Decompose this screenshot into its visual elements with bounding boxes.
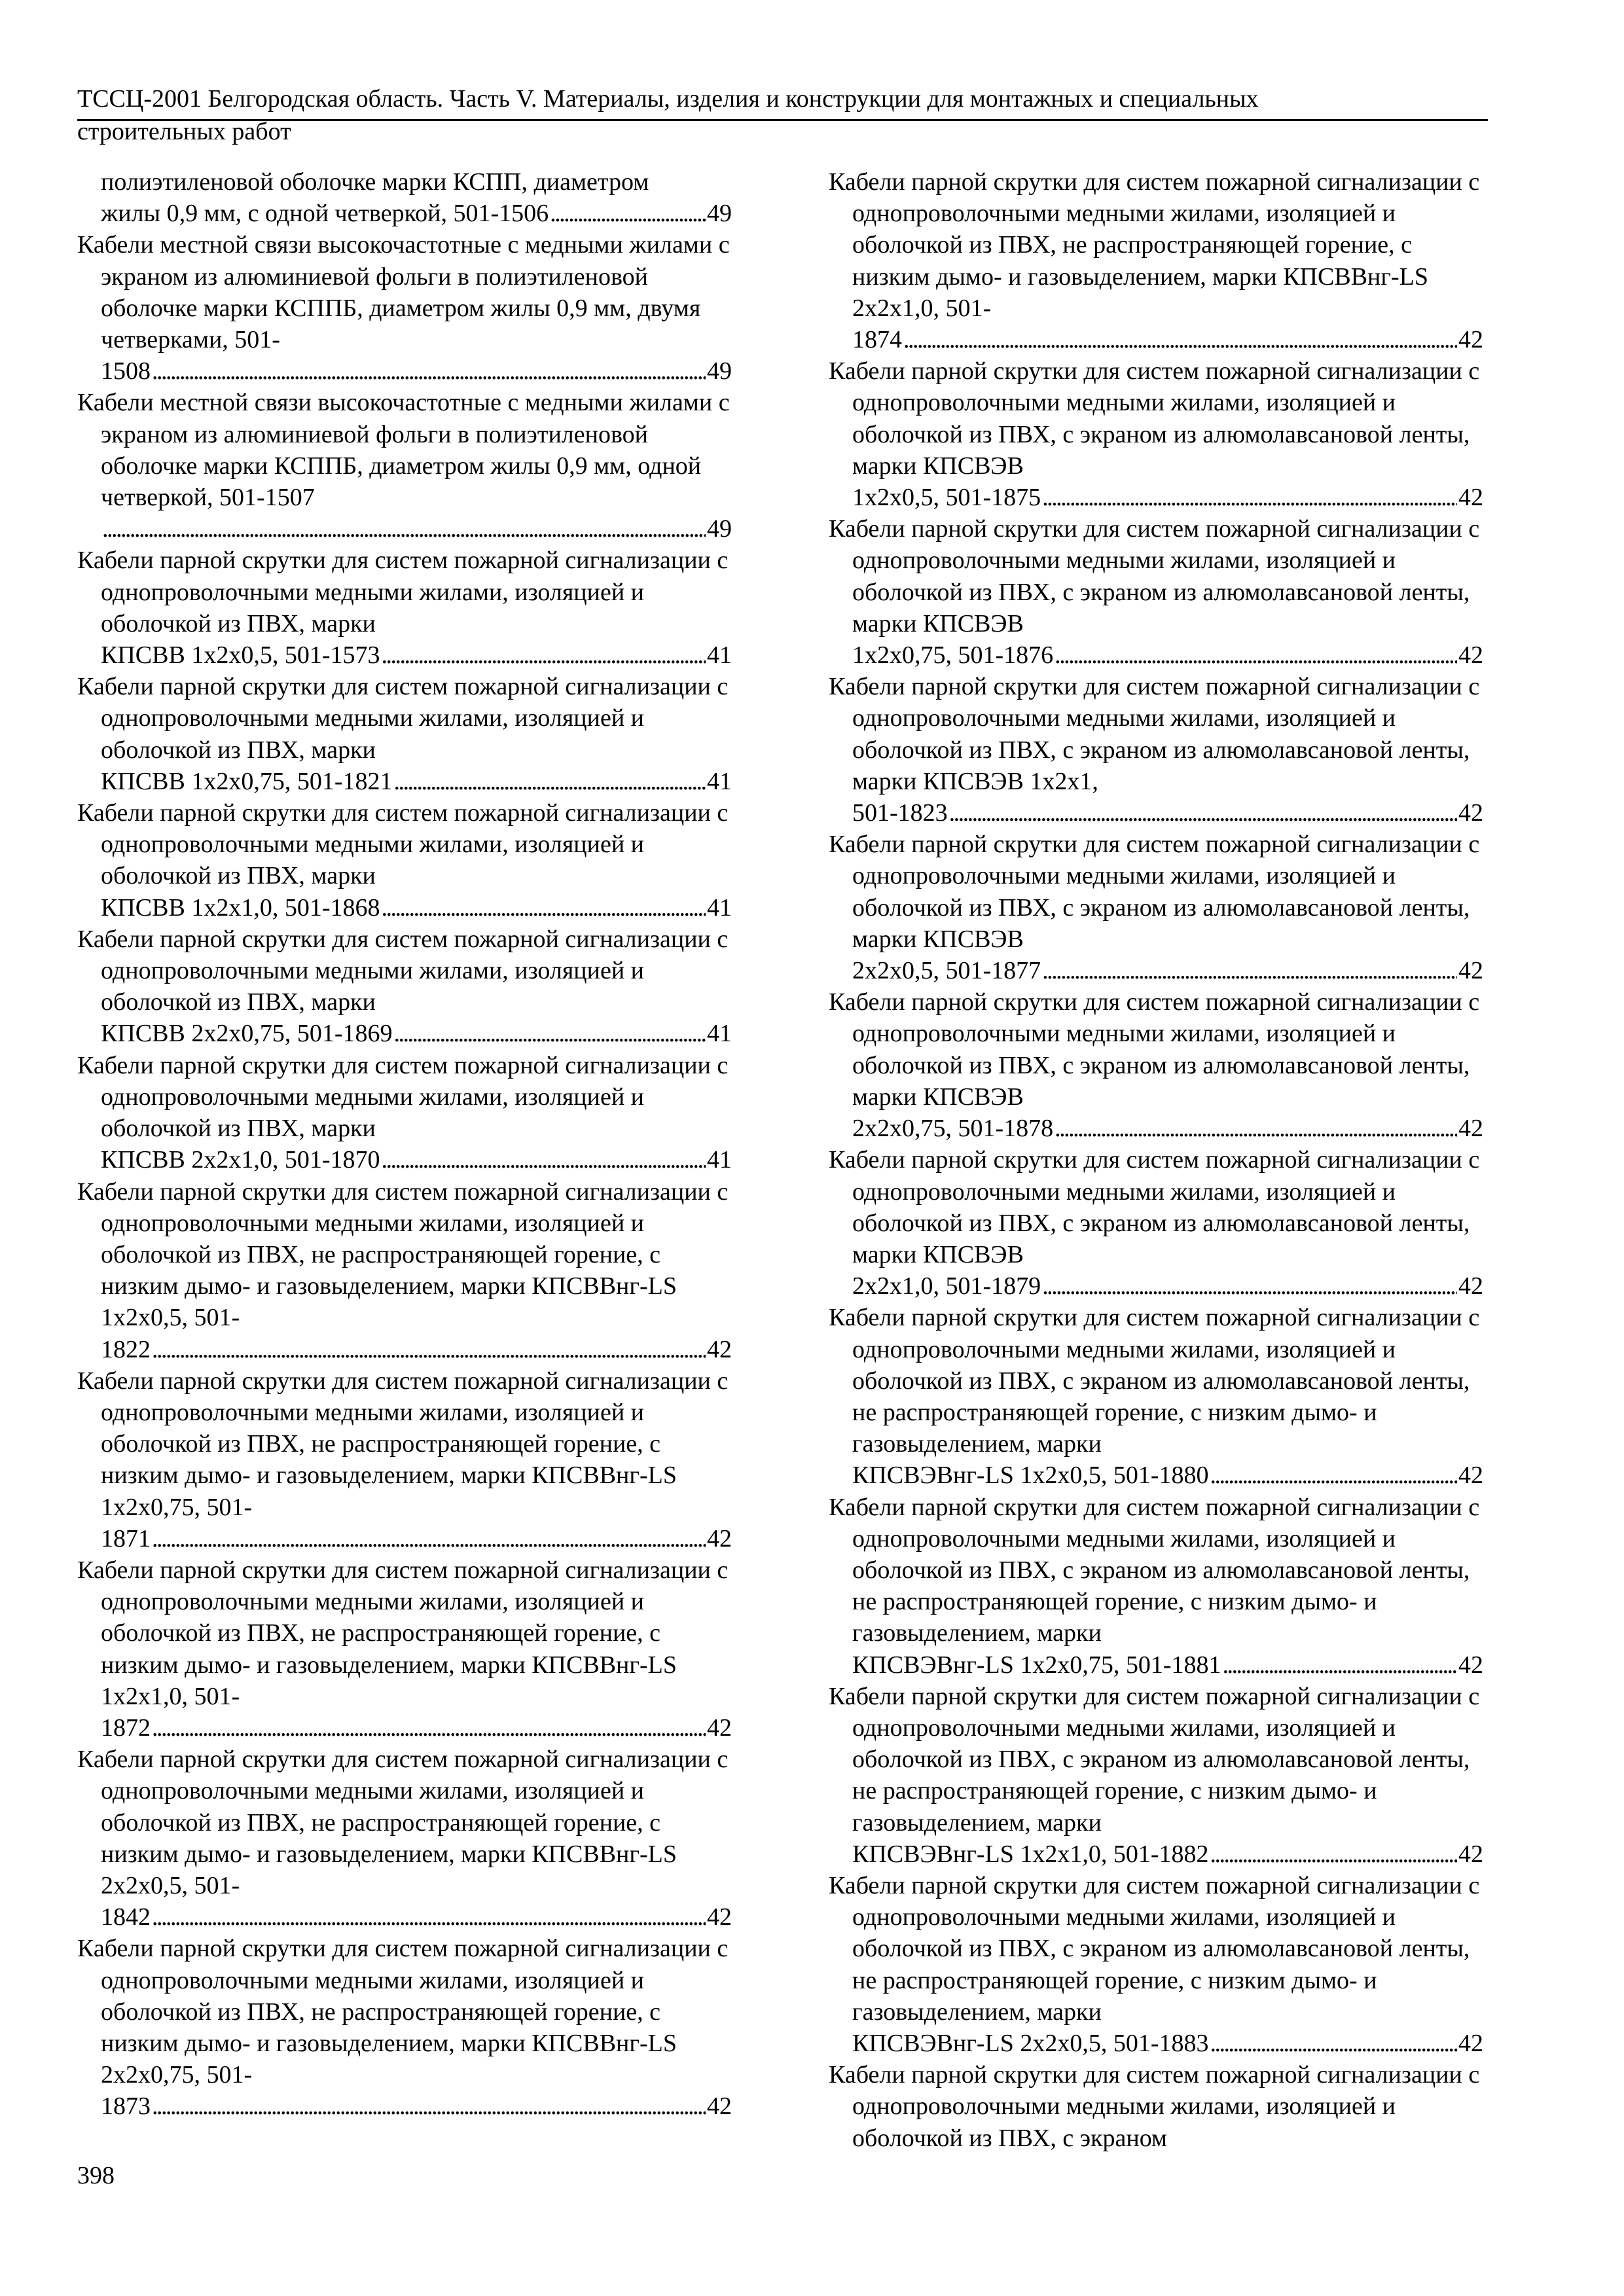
index-entry-lead: КПСВВ 1х2х0,75, 501-1821 <box>101 767 393 795</box>
index-entry-lead: 1871 <box>101 1524 151 1552</box>
index-entry <box>77 229 732 387</box>
index-entry-lead: 1872 <box>101 1713 151 1742</box>
index-entry-page-number: 42 <box>707 1335 732 1363</box>
dot-leader <box>949 797 1457 829</box>
index-entry-page-line <box>829 1649 1483 1681</box>
index-entry-lead: 2х2х0,5, 501-1877 <box>852 957 1041 985</box>
index-entry-page-line <box>77 355 732 387</box>
index-entry-page-number: 42 <box>1458 1462 1483 1490</box>
index-entry-text: Кабели парной скрутки для систем пожарной сигнализации с однопроволочными медными жилами, изоляцией и оболочкой из ПВХ, марки <box>77 673 729 764</box>
index-entry-text: Кабели парной скрутки для систем пожарной сигнализации с однопроволочными медными жилами, изоляцией и оболочкой из ПВХ, с экраном из алюмолавсановой ленты, не распространяющей горение, с низким дымо- и газовыделением, марки <box>829 1682 1480 1837</box>
index-entry-lead: 2х2х0,75, 501-1878 <box>852 1115 1054 1143</box>
index-entry-lead: 1х2х0,75, 501-1876 <box>852 641 1054 670</box>
index-entry-page-number: 42 <box>1458 326 1483 354</box>
running-header <box>77 82 1488 148</box>
index-entry <box>77 1554 732 1744</box>
index-entry-text: Кабели парной скрутки для систем пожарной сигнализации с однопроволочными медными жилами, изоляцией и оболочкой из ПВХ, не распространяющей горение, с низким дымо- и газовыделением, марки КПСВВнг-LS 1х2х0,5, 501- <box>77 1177 729 1332</box>
index-entry-page-number: 42 <box>1458 484 1483 512</box>
index-entry <box>829 166 1483 355</box>
index-entry-text: Кабели местной связи высокочастотные с медными жилами с экраном из алюминиевой фольги в полиэтиленовой оболочке марки КСППБ, диаметром жилы 0,9 мм, двумя четверками, 501- <box>77 231 730 354</box>
index-entry-lead: КПСВЭВнг-LS 1х2х0,75, 501-1881 <box>852 1651 1221 1679</box>
dot-leader <box>1210 1839 1458 1870</box>
dot-leader <box>152 1334 706 1365</box>
index-entry-page-number: 49 <box>707 200 732 228</box>
index-entry-page-number: 42 <box>1458 1840 1483 1868</box>
index-entry-page-line <box>77 1901 732 1933</box>
index-entry-page-line <box>829 324 1483 355</box>
index-entry-lead: КПСВВ 1х2х1,0, 501-1868 <box>101 893 380 922</box>
index-entry-text: Кабели парной скрутки для систем пожарной сигнализации с однопроволочными медными жилами, изоляцией и оболочкой из ПВХ, с экраном из алюмолавсановой ленты, не распространяющей горение, с низким дымо- и газовыделением, марки <box>829 1871 1480 2026</box>
index-entry-lead: жилы 0,9 мм, с одной четверкой, 501-1506 <box>101 200 549 228</box>
index-entry <box>77 1050 732 1176</box>
index-column-left <box>77 166 732 2123</box>
index-entry-page-number: 41 <box>707 767 732 795</box>
dot-leader <box>152 1901 706 1933</box>
index-entry-lead: КПСВВ 2х2х0,75, 501-1869 <box>101 1020 393 1048</box>
index-entry-text: Кабели парной скрутки для систем пожарной сигнализации с однопроволочными медными жилами, изоляцией и оболочкой из ПВХ, с экраном из алюмолавсановой ленты, марки КПСВЭВ <box>829 1146 1480 1268</box>
index-entry <box>829 513 1483 671</box>
index-entry-page-line <box>829 1460 1483 1491</box>
dot-leader <box>393 766 706 797</box>
index-entry-text: Кабели парной скрутки для систем пожарной сигнализации с однопроволочными медными жилами, изоляцией и оболочкой из ПВХ, не распространяющей горение, с низким дымо- и газовыделением, марки КПСВВнг-LS 2х2х0,75, 501- <box>77 1935 729 2089</box>
dot-leader <box>903 324 1457 355</box>
index-entry-text: Кабели парной скрутки для систем пожарной сигнализации с однопроволочными медными жилами, изоляцией и оболочкой из ПВХ, марки <box>77 925 729 1016</box>
index-entry-page-line <box>829 1113 1483 1144</box>
index-entry-text: Кабели парной скрутки для систем пожарной сигнализации с однопроволочными медными жилами, изоляцией и оболочкой из ПВХ, не распространяющей горение, с низким дымо- и газовыделением, марки КПСВВнг-LS 1х2х0,75, 501- <box>77 1367 729 1521</box>
dot-leader <box>1055 639 1457 671</box>
index-entry-text: Кабели парной скрутки для систем пожарной сигнализации с однопроволочными медными жилами, изоляцией и оболочкой из ПВХ, с экраном из алюмолавсановой ленты, не распространяющей горение, с низким дымо- и газовыделением, марки <box>829 1493 1480 1647</box>
index-entry-page-number: 49 <box>707 357 732 386</box>
index-entry-page-line <box>77 1523 732 1554</box>
index-entry <box>829 1870 1483 2059</box>
index-entry-page-number: 42 <box>1458 2029 1483 2057</box>
index-entry-page-line <box>77 892 732 924</box>
dot-leader <box>1055 1113 1457 1144</box>
index-entry <box>77 1933 732 2122</box>
index-entry-page-line <box>77 1334 732 1365</box>
index-entry-lead: 501-1823 <box>852 799 948 827</box>
dot-leader <box>381 1144 706 1175</box>
index-entry-text: Кабели парной скрутки для систем пожарной сигнализации с однопроволочными медными жилами, изоляцией и оболочкой из ПВХ, с экраном из алюмолавсановой ленты, марки КПСВЭВ <box>829 515 1480 637</box>
index-entry-page-number: 41 <box>707 1020 732 1048</box>
dot-leader <box>393 1018 706 1049</box>
index-entry-page-number: 42 <box>707 1903 732 1931</box>
index-entry-text: Кабели парной скрутки для систем пожарной сигнализации с однопроволочными медными жилами, изоляцией и оболочкой из ПВХ, марки <box>77 799 729 890</box>
dot-leader <box>152 1712 706 1744</box>
dot-leader <box>1042 482 1457 513</box>
index-entry-page-number: 42 <box>1458 799 1483 827</box>
index-entry-page-line <box>77 1144 732 1175</box>
index-entry-page-line <box>829 639 1483 671</box>
index-entry-page-number: 42 <box>707 1524 732 1552</box>
index-entry-page-line <box>829 797 1483 829</box>
index-entry-text: Кабели местной связи высокочастотные с медными жилами с экраном из алюминиевой фольги в полиэтиленовой оболочке марки КСППБ, диаметром жилы 0,9 мм, одной четверкой, 501-1507 <box>77 389 730 512</box>
index-entry <box>829 1492 1483 1681</box>
index-entry-lead: 1822 <box>101 1335 151 1363</box>
index-entry <box>829 671 1483 829</box>
index-entry-text: Кабели парной скрутки для систем пожарной сигнализации с однопроволочными медными жилами, изоляцией и оболочкой из ПВХ, с экраном <box>829 2061 1480 2152</box>
index-entry <box>77 166 732 229</box>
index-entry-lead: 1508 <box>101 357 151 386</box>
index-entry-page-number: 49 <box>707 515 732 543</box>
dot-leader <box>1223 1649 1458 1681</box>
page-number: 398 <box>77 2162 115 2189</box>
header-rule <box>77 119 1488 121</box>
index-column-right <box>829 166 1483 2154</box>
index-entry-page-number: 42 <box>707 2092 732 2121</box>
index-entry-lead: КПСВВ 2х2х1,0, 501-1870 <box>101 1146 380 1174</box>
dot-leader <box>152 1523 706 1554</box>
index-entry <box>829 1681 1483 1870</box>
index-entry <box>829 355 1483 513</box>
index-entry <box>77 1744 732 1933</box>
index-entry-lead: КПСВЭВнг-LS 1х2х0,5, 501-1880 <box>852 1462 1209 1490</box>
index-entry-page-line <box>77 766 732 797</box>
index-entry-page-line <box>77 639 732 671</box>
index-entry-lead: 1873 <box>101 2092 151 2121</box>
dot-leader <box>152 355 706 387</box>
index-entry <box>829 1302 1483 1491</box>
dot-leader <box>1042 955 1457 986</box>
index-entry <box>77 924 732 1050</box>
index-entry-page-line <box>77 1712 732 1744</box>
index-entry-page-number: 41 <box>707 1146 732 1174</box>
index-entry <box>77 1176 732 1365</box>
index-entry-page-line <box>77 198 732 229</box>
index-entry-lead: КПСВЭВнг-LS 2х2х0,5, 501-1883 <box>852 2029 1209 2057</box>
index-entry-page-line <box>829 955 1483 986</box>
index-entry-page-line <box>829 482 1483 513</box>
index-entry-lead: 1х2х0,5, 501-1875 <box>852 484 1041 512</box>
index-entry-lead: КПСВЭВнг-LS 1х2х1,0, 501-1882 <box>852 1840 1209 1868</box>
index-entry-text: Кабели парной скрутки для систем пожарной сигнализации с однопроволочными медными жилами, изоляцией и оболочкой из ПВХ, марки <box>77 1051 729 1143</box>
dot-leader <box>381 892 706 924</box>
index-entry-lead: 1874 <box>852 326 902 354</box>
index-entry <box>77 1365 732 1554</box>
index-entry-lead: 2х2х1,0, 501-1879 <box>852 1272 1041 1300</box>
dot-leader <box>1210 1460 1458 1491</box>
index-entry-text: Кабели парной скрутки для систем пожарной сигнализации с однопроволочными медными жилами, изоляцией и оболочкой из ПВХ, с экраном из алюмолавсановой ленты, марки КПСВЭВ <box>829 988 1480 1111</box>
index-entry <box>829 829 1483 986</box>
index-entry <box>77 545 732 671</box>
index-entry-page-line <box>829 1839 1483 1870</box>
index-entry-page-line <box>77 513 732 545</box>
index-entry <box>829 2059 1483 2154</box>
index-entry-page-number: 42 <box>1458 1272 1483 1300</box>
index-entry-text: Кабели парной скрутки для систем пожарной сигнализации с однопроволочными медными жилами, изоляцией и оболочкой из ПВХ, марки <box>77 547 729 637</box>
index-entry-page-line <box>829 2028 1483 2059</box>
dot-leader <box>152 2090 706 2122</box>
dot-leader <box>550 198 706 229</box>
index-entry-text: Кабели парной скрутки для систем пожарной сигнализации с однопроволочными медными жилами, изоляцией и оболочкой из ПВХ, с экраном из алюмолавсановой ленты, марки КПСВЭВ <box>829 357 1480 480</box>
index-entry <box>77 797 732 924</box>
index-entry <box>829 1144 1483 1302</box>
index-entry-page-line <box>77 2090 732 2122</box>
index-entry <box>829 986 1483 1144</box>
index-entry-text: Кабели парной скрутки для систем пожарной сигнализации с однопроволочными медными жилами, изоляцией и оболочкой из ПВХ, не распространяющей горение, с низким дымо- и газовыделением, марки КПСВВнг-LS 2х2х0,5, 501- <box>77 1746 729 1899</box>
index-entry-text: Кабели парной скрутки для систем пожарной сигнализации с однопроволочными медными жилами, изоляцией и оболочкой из ПВХ, не распространяющей горение, с низким дымо- и газовыделением, марки КПСВВнг-LS 2х2х1,0, 501- <box>829 168 1480 322</box>
header-line-1: ТССЦ-2001 Белгородская область. Часть V. Материалы, изделия и конструкции для монтажных и специальных <box>77 85 1259 113</box>
index-entry-page-number: 42 <box>1458 957 1483 985</box>
index-entry-lead: 1842 <box>101 1903 151 1931</box>
index-entry-page-number: 41 <box>707 641 732 670</box>
index-entry-page-number: 42 <box>707 1713 732 1742</box>
index-entry-page-number: 41 <box>707 893 732 922</box>
index-entry-text: Кабели парной скрутки для систем пожарной сигнализации с однопроволочными медными жилами, изоляцией и оболочкой из ПВХ, с экраном из алюмолавсановой ленты, не распространяющей горение, с низким дымо- и газовыделением, марки <box>829 1304 1480 1458</box>
dot-leader <box>102 513 706 545</box>
index-entry <box>77 387 732 545</box>
index-entry-text: Кабели парной скрутки для систем пожарной сигнализации с однопроволочными медными жилами, изоляцией и оболочкой из ПВХ, с экраном из алюмолавсановой ленты, марки КПСВЭВ 1х2х1, <box>829 673 1480 795</box>
index-entry-lead: КПСВВ 1х2х0,5, 501-1573 <box>101 641 380 670</box>
index-entry-text: Кабели парной скрутки для систем пожарной сигнализации с однопроволочными медными жилами, изоляцией и оболочкой из ПВХ, не распространяющей горение, с низким дымо- и газовыделением, марки КПСВВнг-LS 1х2х1,0, 501- <box>77 1556 729 1710</box>
index-entry-page-number: 42 <box>1458 1651 1483 1679</box>
index-entry-page-number: 42 <box>1458 641 1483 670</box>
header-line-2: строительных работ <box>77 118 291 145</box>
index-entry-page-line <box>77 1018 732 1049</box>
index-entry-page-line <box>829 1270 1483 1302</box>
dot-leader <box>1042 1270 1457 1302</box>
dot-leader <box>381 639 706 671</box>
index-entry <box>77 671 732 797</box>
index-entry-text: полиэтиленовой оболочке марки КСПП, диаметром <box>101 168 649 196</box>
index-entry-page-number: 42 <box>1458 1115 1483 1143</box>
dot-leader <box>1210 2028 1458 2059</box>
index-entry-text: Кабели парной скрутки для систем пожарной сигнализации с однопроволочными медными жилами, изоляцией и оболочкой из ПВХ, с экраном из алюмолавсановой ленты, марки КПСВЭВ <box>829 831 1480 953</box>
